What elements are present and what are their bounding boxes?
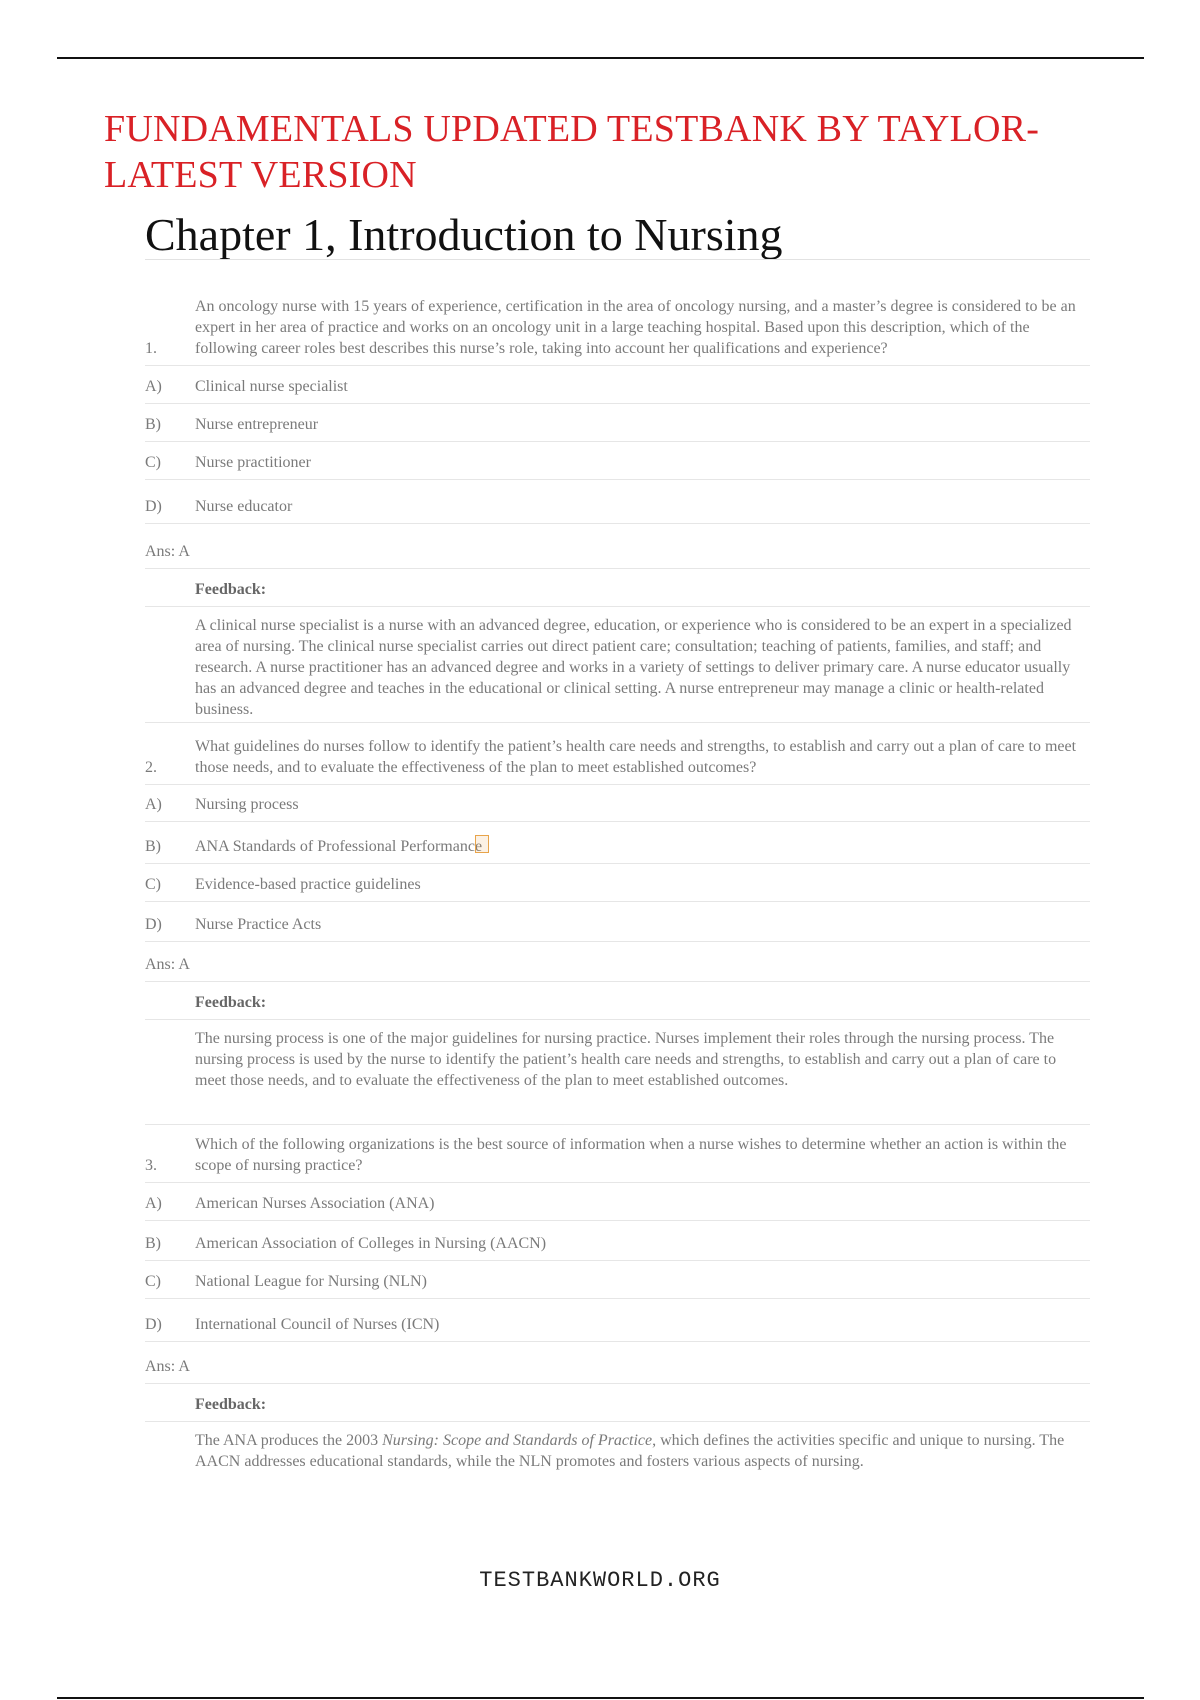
answer-option xyxy=(145,442,1090,480)
feedback-label: Feedback: xyxy=(195,1396,267,1413)
answer-option xyxy=(145,480,1090,524)
question-stem xyxy=(145,723,1090,785)
document-title: FUNDAMENTALS UPDATED TESTBANK BY TAYLOR-LATEST VERSION xyxy=(104,108,1040,196)
question-text: An oncology nurse with 15 years of experience, certification in the area of oncology nursing, and a master’s degree is considered to be an expert in her area of practice and works on an oncology unit in a large teaching hospital. Based upon this description, which of the following career roles best describes this nurse’s role, taking into account her qualifications and experience? xyxy=(195,298,1076,357)
text-cursor-marker xyxy=(475,835,489,853)
option-letter: D) xyxy=(145,916,162,933)
question-number: 3. xyxy=(145,1157,157,1174)
option-letter: D) xyxy=(145,1316,162,1333)
option-text: National League for Nursing (NLN) xyxy=(195,1273,427,1290)
feedback-body xyxy=(145,1422,1090,1484)
option-text: Nurse educator xyxy=(195,498,293,515)
feedback-text: A clinical nurse specialist is a nurse with an advanced degree, education, or experience who is considered to be an expert in a specialized area of nursing. The clinical nurse specialist carries out direct patient care; consultation; teaching of patients, families, and staff; and research. A nurse practitioner has an advanced degree and works in a variety of settings to deliver primary care. A nurse educator usually has an advanced degree and teaches in the educational or clinical setting. A nurse entrepreneur may manage a clinic or health-related business. xyxy=(195,617,1072,718)
footer-watermark: TESTBANKWORLD.ORG xyxy=(479,1568,721,1593)
publication-title: Nursing: Scope and Standards of Practice xyxy=(382,1432,653,1449)
option-letter: B) xyxy=(145,1235,161,1252)
option-text: Nurse practitioner xyxy=(195,454,311,471)
top-rule xyxy=(57,57,1144,59)
feedback-text xyxy=(195,1430,1090,1472)
option-letter: A) xyxy=(145,1195,162,1212)
option-text: American Association of Colleges in Nursing (AACN) xyxy=(195,1235,547,1252)
option-text: Nurse entrepreneur xyxy=(195,416,319,433)
feedback-text-start: The ANA produces the 2003 xyxy=(195,1432,383,1449)
question-stem xyxy=(145,1125,1090,1183)
option-text: Evidence-based practice guidelines xyxy=(195,876,421,893)
option-text: ANA Standards of Professional Performance xyxy=(195,838,483,855)
option-letter: A) xyxy=(145,796,162,813)
answer-option xyxy=(145,864,1090,902)
question-stem xyxy=(145,270,1090,366)
option-text: Clinical nurse specialist xyxy=(195,378,348,395)
question-number: 2. xyxy=(145,759,157,776)
question-list xyxy=(145,270,1090,1484)
answer-key xyxy=(145,1342,1090,1384)
feedback-text: The nursing process is one of the major guidelines for nursing practice. Nurses implement their roles through the nursing process. The nursing process is used by the nurse to identify the patient’s health care needs and strengths, to establish and carry out a plan of care to meet those needs, and to evaluate the effectiveness of the plan to meet established outcomes. xyxy=(195,1030,1057,1089)
option-letter: B) xyxy=(145,838,161,855)
option-letter: C) xyxy=(145,876,161,893)
feedback-header xyxy=(145,1384,1090,1422)
feedback-label: Feedback: xyxy=(195,994,267,1011)
feedback-text-end: , which defines the activities specific and unique to nursing. The AACN addresses educational standards, while the NLN promotes and fosters various aspects of nursing. xyxy=(195,1432,1065,1470)
question-text: Which of the following organizations is the best source of information when a nurse wishes to determine whether an action is within the scope of nursing practice? xyxy=(195,1136,1067,1174)
option-text: Nursing process xyxy=(195,796,299,813)
answer-key xyxy=(145,942,1090,982)
feedback-header xyxy=(145,569,1090,607)
option-text: Nurse Practice Acts xyxy=(195,916,322,933)
answer-option xyxy=(145,1261,1090,1299)
option-text: American Nurses Association (ANA) xyxy=(195,1195,435,1212)
chapter-heading: Chapter 1, Introduction to Nursing xyxy=(145,209,783,260)
bottom-rule xyxy=(57,1697,1144,1699)
answer-option xyxy=(145,1183,1090,1221)
question-text: What guidelines do nurses follow to identify the patient’s health care needs and strengths, to establish and carry out a plan of care to meet those needs, and to evaluate the effectiveness of the plan to meet established outcomes? xyxy=(195,738,1077,776)
answer-key xyxy=(145,524,1090,569)
answer-option xyxy=(145,822,1090,864)
option-letter: C) xyxy=(145,454,161,471)
feedback-header xyxy=(145,982,1090,1020)
feedback-label: Feedback: xyxy=(195,581,267,598)
option-letter: B) xyxy=(145,416,161,433)
answer-option xyxy=(145,1221,1090,1261)
option-letter: A) xyxy=(145,378,162,395)
option-letter: C) xyxy=(145,1273,161,1290)
answer-option xyxy=(145,785,1090,822)
answer-text: Ans: A xyxy=(145,956,190,973)
answer-option xyxy=(145,366,1090,404)
question-number: 1. xyxy=(145,340,157,357)
option-letter: D) xyxy=(145,498,162,515)
answer-option xyxy=(145,1299,1090,1342)
answer-option xyxy=(145,902,1090,942)
answer-option xyxy=(145,404,1090,442)
chapter-divider xyxy=(145,259,1090,260)
option-text: International Council of Nurses (ICN) xyxy=(195,1316,440,1333)
answer-text: Ans: A xyxy=(145,543,190,560)
feedback-body xyxy=(145,1020,1090,1125)
answer-text: Ans: A xyxy=(145,1358,190,1375)
feedback-body xyxy=(145,607,1090,723)
